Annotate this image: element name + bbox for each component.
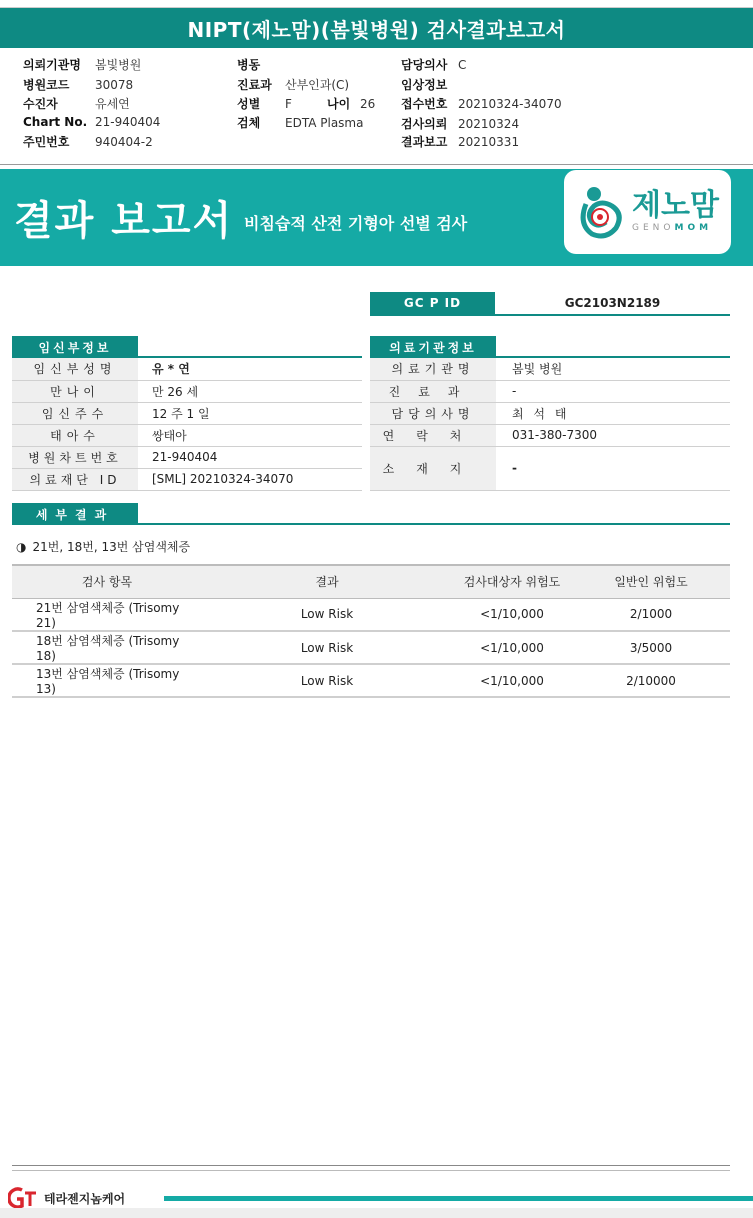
meta-value: F — [285, 96, 292, 111]
general-risk: 2/10000 — [572, 664, 730, 697]
field-value: 12 주 1 일 — [138, 402, 362, 424]
terragen-logo-icon — [8, 1187, 38, 1209]
meta-value: 20210331 — [458, 134, 520, 149]
test-item: 21번 삼염색체증 (Trisomy 21) — [12, 598, 202, 631]
meta-value: 20210324-34070 — [458, 96, 562, 111]
table-row — [12, 424, 362, 446]
meta-value: EDTA Plasma — [285, 115, 364, 130]
table-row — [12, 598, 730, 631]
meta-value: 산부인과(C) — [285, 78, 350, 92]
test-result: Low Risk — [202, 664, 452, 697]
patient-info-header — [12, 336, 362, 358]
field-label: 진료과 — [370, 380, 496, 402]
section-tab: 임신부정보 — [12, 336, 138, 358]
meta-value: 21-940404 — [95, 115, 161, 129]
footer-divider — [12, 1170, 730, 1171]
meta-key: 수진자 — [23, 97, 58, 111]
subject-risk: <1/10,000 — [452, 631, 572, 664]
meta-key: 진료과 — [237, 78, 272, 92]
meta-key: 검체 — [237, 116, 261, 130]
meta-key: Chart No. — [23, 115, 88, 129]
field-value: [SML] 20210324-34070 — [138, 468, 362, 490]
column-header: 결과 — [202, 565, 452, 598]
meta-key: 주민번호 — [23, 135, 70, 149]
banner-subtitle: 비침습적 산전 기형아 선별 검사 — [244, 214, 468, 233]
table-row — [370, 446, 730, 490]
meta-key: 담당의사 — [401, 58, 448, 72]
top-stripe — [0, 0, 753, 8]
logo-subtext — [632, 223, 719, 233]
test-item: 13번 삼염색체증 (Trisomy 13) — [12, 664, 202, 697]
meta-key: 접수번호 — [401, 97, 448, 111]
meta-key: 임상정보 — [401, 78, 448, 92]
footer-divider — [12, 1165, 730, 1166]
genomom-logo — [564, 170, 731, 254]
gcp-id-box — [370, 292, 730, 316]
report-title: NIPT(제노맘)(봄빛병원) 검사결과보고서 — [0, 8, 753, 48]
half-circle-icon: ◑ — [16, 540, 27, 554]
field-value: 최 석 태 — [496, 402, 730, 424]
patient-info-table — [12, 358, 362, 491]
field-label: 태아수 — [12, 424, 138, 446]
field-value: 쌍태아 — [138, 424, 362, 446]
general-risk: 2/1000 — [572, 598, 730, 631]
subject-risk: <1/10,000 — [452, 664, 572, 697]
table-row — [370, 402, 730, 424]
table-header-row — [12, 565, 730, 598]
column-header: 검사대상자 위험도 — [452, 565, 572, 598]
field-value: 031-380-7300 — [496, 424, 730, 446]
meta-value: 26 — [360, 96, 376, 111]
field-value: 봄빛 병원 — [496, 358, 730, 380]
section-tab: 의료기관정보 — [370, 336, 496, 358]
test-result: Low Risk — [202, 598, 452, 631]
detail-subheading — [16, 538, 190, 555]
meta-key: 병원코드 — [23, 78, 70, 92]
field-value: - — [496, 446, 730, 490]
subheading-text: 21번, 18번, 13번 삼염색체증 — [32, 540, 191, 554]
gcp-id-label: GC P ID — [370, 292, 495, 314]
table-row — [370, 358, 730, 380]
divider — [0, 164, 753, 165]
footer-accent-bar — [164, 1196, 753, 1201]
institution-info-table — [370, 358, 730, 491]
bottom-strip — [0, 1208, 753, 1218]
meta-key: 병동 — [237, 58, 261, 72]
field-value: 만 26 세 — [138, 380, 362, 402]
meta-value: C — [458, 57, 467, 72]
gcp-id-value: GC2103N2189 — [564, 296, 661, 310]
test-result: Low Risk — [202, 631, 452, 664]
table-row — [370, 380, 730, 402]
field-value: 21-940404 — [138, 446, 362, 468]
table-row — [12, 446, 362, 468]
table-row — [12, 631, 730, 664]
table-row — [12, 468, 362, 490]
meta-value: 30078 — [95, 77, 134, 92]
meta-key: 결과보고 — [401, 135, 448, 149]
field-label: 만나이 — [12, 380, 138, 402]
table-row — [12, 664, 730, 697]
meta-key: 의뢰기관명 — [23, 58, 81, 72]
section-tab: 세부결과 — [12, 503, 138, 525]
report-metadata — [0, 56, 753, 156]
table-row — [12, 358, 362, 380]
pregnant-name: 유 * 연 — [138, 358, 362, 380]
section-line — [12, 523, 730, 525]
logo-sub-b: MOM — [674, 223, 713, 233]
brand-name: 테라젠지놈케어 — [44, 1191, 126, 1206]
table-row — [12, 380, 362, 402]
footer-brand — [8, 1187, 125, 1209]
field-label: 의료기관명 — [370, 358, 496, 380]
meta-value: 940404-2 — [95, 134, 153, 149]
field-label: 연락처 — [370, 424, 496, 446]
field-value: - — [496, 380, 730, 402]
meta-key: 검사의뢰 — [401, 117, 448, 131]
subject-risk: <1/10,000 — [452, 598, 572, 631]
field-label: 의료재단 ID — [12, 468, 138, 490]
result-table — [12, 564, 730, 698]
meta-key: 나이 — [327, 97, 351, 111]
meta-key: 성별 — [237, 97, 261, 111]
meta-value: 봄빛병원 — [95, 58, 142, 72]
table-row — [370, 424, 730, 446]
genomom-mother-child-icon — [576, 184, 626, 240]
column-header: 일반인 위험도 — [572, 565, 730, 598]
meta-value: 유세연 — [95, 97, 130, 111]
logo-sub-a: GENO — [632, 223, 675, 233]
column-header: 검사 항목 — [12, 565, 202, 598]
test-item: 18번 삼염색체증 (Trisomy 18) — [12, 631, 202, 664]
field-label: 소재지 — [370, 446, 496, 490]
general-risk: 3/5000 — [572, 631, 730, 664]
field-label: 담당의사명 — [370, 402, 496, 424]
detail-result-header — [12, 503, 730, 525]
field-label: 병원차트번호 — [12, 446, 138, 468]
meta-value: 20210324 — [458, 116, 520, 131]
logo-text: 제노맘 — [632, 188, 719, 223]
field-label: 임신주수 — [12, 402, 138, 424]
table-row — [12, 402, 362, 424]
banner-title: 결과 보고서 — [14, 198, 234, 244]
institution-info-header — [370, 336, 730, 358]
field-label: 임신부성명 — [12, 358, 138, 380]
